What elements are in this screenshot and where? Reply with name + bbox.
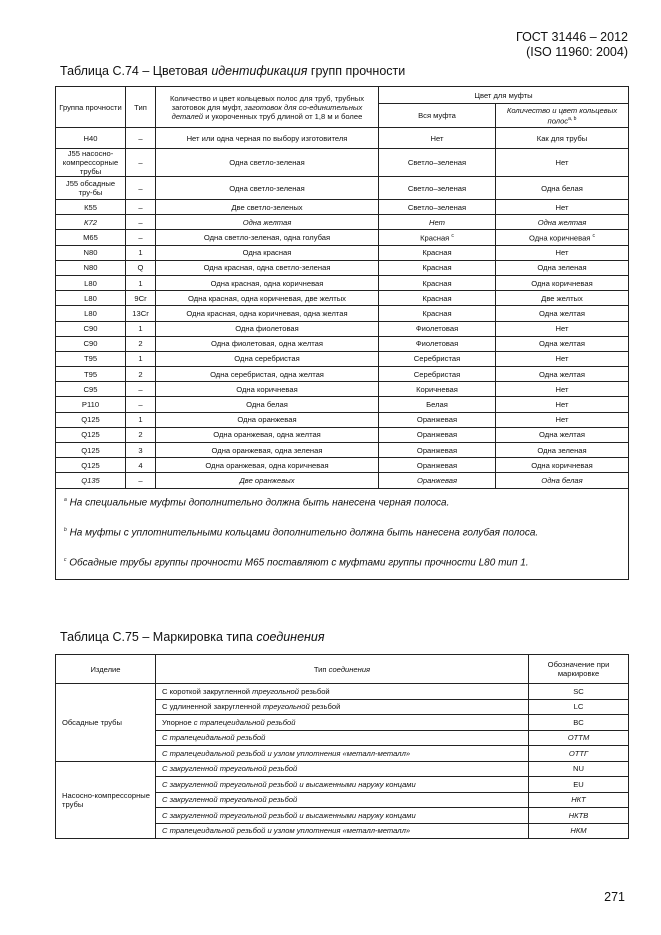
table-row: Q125 4 Одна оранжевая, одна коричневая Оранжевая Одна коричневая	[56, 458, 629, 473]
header-group: Группа прочности	[56, 87, 126, 128]
table-row: С удлиненной закругленной треугольной резьбой LC	[56, 699, 629, 715]
iso-reference: (ISO 11960: 2004)	[526, 45, 628, 59]
table-75-caption: Таблица С.75 – Маркировка типа соединения	[60, 630, 325, 644]
table-row: Q125 3 Одна оранжевая, одна зеленая Оранжевая Одна зеленая	[56, 443, 629, 458]
table-row: С трапецеидальной резьбой и узлом уплотнения «металл-металл» ОТТГ	[56, 746, 629, 762]
header-rings: Количество и цвет кольцевых полос$^{a, b}$	[496, 104, 629, 128]
table-row: J55 обсадные тру-бы – Одна светло-зеленая Светло–зеленая Одна белая	[56, 177, 629, 200]
table-row: J55 насосно-компрессорные трубы – Одна светло-зеленая Светло–зеленая Нет	[56, 149, 629, 177]
table-row: К55 – Две светло-зеленых Светло–зеленая Нет	[56, 200, 629, 215]
table-row: Насосно-компрессорные трубы С закругленной треугольной резьбой NU	[56, 761, 629, 777]
table-row: С95 – Одна коричневая Коричневая Нет	[56, 382, 629, 397]
table-74-caption: Таблица С.74 – Цветовая идентификация групп прочности	[60, 64, 406, 78]
table-row: С закругленной треугольной резьбой НКТ	[56, 792, 629, 808]
page-number: 271	[604, 890, 625, 904]
header-type: Тип	[126, 87, 156, 128]
table-row: Н40 – Нет или одна черная по выбору изготовителя Нет Как для трубы	[56, 128, 629, 149]
table-row: Р110 – Одна белая Белая Нет	[56, 397, 629, 412]
table-row: С закругленной треугольной резьбой и высаженными наружу концами EU	[56, 777, 629, 793]
table-row: С трапецеидальной резьбой и узлом уплотнения «металл-металл» НКМ	[56, 823, 629, 839]
table-74-footnotes	[56, 488, 629, 579]
table-row: L80 13Cr Одна красная, одна коричневая, одна желтая Красная Одна желтая	[56, 306, 629, 321]
document-header	[516, 30, 628, 60]
table-row: С закругленной треугольной резьбой и высаженными наружу концами НКТВ	[56, 808, 629, 824]
footnote-c: $^c$ Обсадные трубы группы прочности М65 поставляют с муфтами группы прочности L80 тип 1.	[64, 557, 529, 569]
table-row: Упорное с трапецеидальной резьбой BC	[56, 715, 629, 731]
table-74	[55, 86, 629, 580]
header-connection-type: Тип соединения	[156, 655, 529, 684]
table-74-header-row	[56, 87, 629, 104]
table-row: Q135 – Две оранжевых Оранжевая Одна белая	[56, 473, 629, 488]
table-row: С90 2 Одна фиолетовая, одна желтая Фиолетовая Одна желтая	[56, 336, 629, 351]
header-coupling-color: Цвет для муфты	[379, 87, 629, 104]
header-quantity: Количество и цвет кольцевых полос для труб, трубных заготовок для муфт, заготовок для со-единительных деталей и укороченных труб длиной от 1,8 м и более	[156, 87, 379, 128]
item-tubing: Насосно-компрессорные трубы	[56, 761, 156, 839]
table-row: L80 9Cr Одна красная, одна коричневая, две желтых Красная Две желтых	[56, 291, 629, 306]
table-row: N80 Q Одна красная, одна светло-зеленая Красная Одна зеленая	[56, 260, 629, 275]
table-row: Q125 2 Одна оранжевая, одна желтая Оранжевая Одна желтая	[56, 427, 629, 442]
table-75	[55, 654, 629, 839]
table-row: Q125 1 Одна оранжевая Оранжевая Нет	[56, 412, 629, 427]
header-marking-code: Обозначение при маркировке	[529, 655, 629, 684]
footnote-b: $^b$ На муфты с уплотнительными кольцами дополнительно должна быть нанесена голубая полоса.	[64, 526, 539, 539]
table-row: N80 1 Одна красная Красная Нет	[56, 245, 629, 260]
standard-number: ГОСТ 31446 – 2012	[516, 30, 628, 44]
table-75-header-row	[56, 655, 629, 684]
header-item: Изделие	[56, 655, 156, 684]
table-row: Т95 2 Одна серебристая, одна желтая Серебристая Одна желтая	[56, 367, 629, 382]
header-whole-coupling: Вся муфта	[379, 104, 496, 128]
table-row: М65 – Одна светло-зеленая, одна голубая Красная $^c$ Одна коричневая $^c$	[56, 230, 629, 245]
table-row: Т95 1 Одна серебристая Серебристая Нет	[56, 351, 629, 366]
table-row: С90 1 Одна фиолетовая Фиолетовая Нет	[56, 321, 629, 336]
table-row: Обсадные трубы С короткой закругленной треугольной резьбой SC	[56, 684, 629, 700]
footnote-a: $^a$ На специальные муфты дополнительно должна быть нанесена черная полоса.	[64, 496, 450, 508]
item-casing: Обсадные трубы	[56, 684, 156, 762]
table-row: L80 1 Одна красная, одна коричневая Красная Одна коричневая	[56, 275, 629, 290]
table-row: С трапецеидальной резьбой ОТТМ	[56, 730, 629, 746]
table-row: К72 – Одна желтая Нет Одна желтая	[56, 215, 629, 230]
